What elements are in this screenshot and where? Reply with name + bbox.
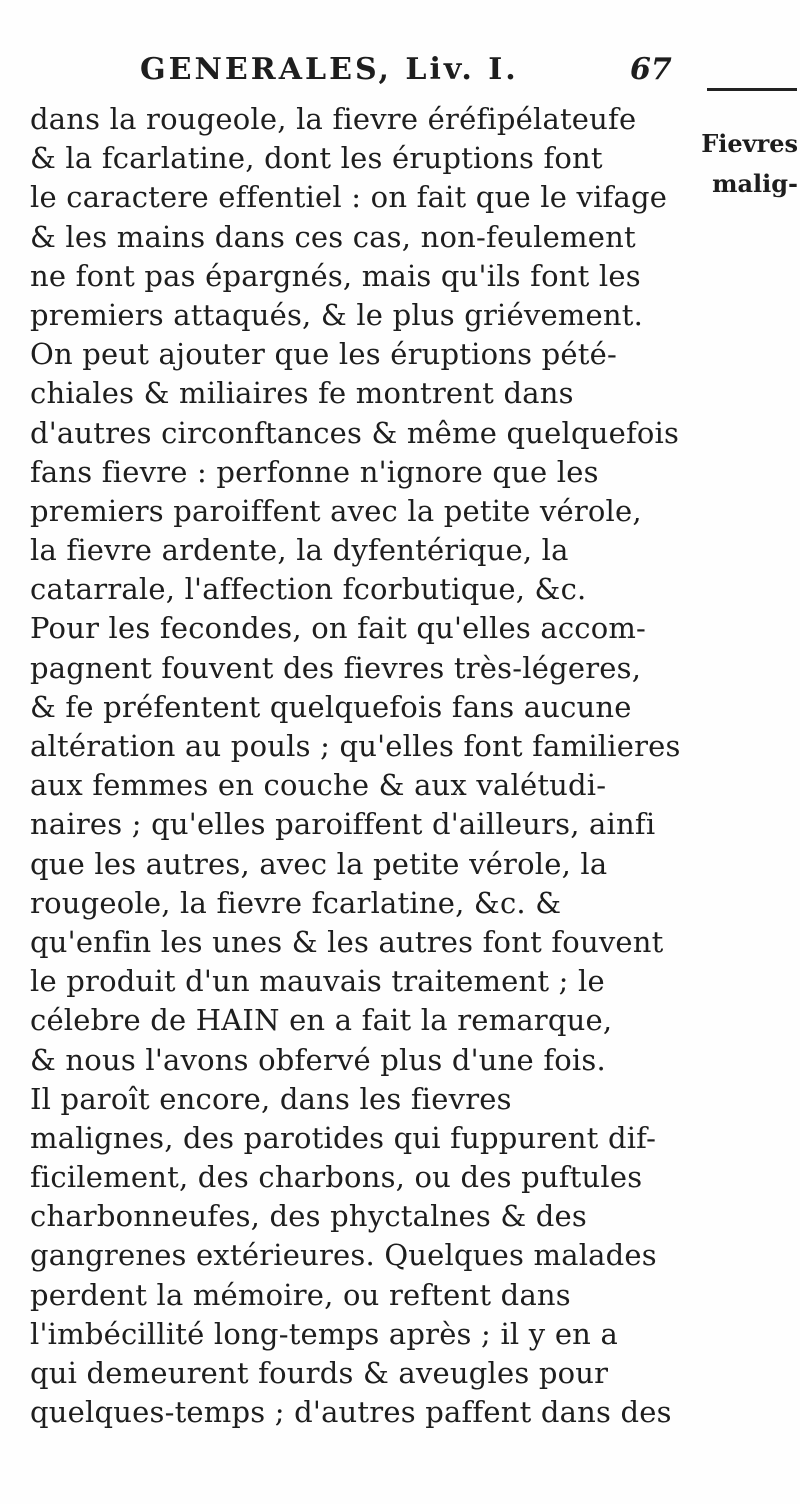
margin-rule (707, 88, 797, 91)
text-line: d'autres circonftances & même quelquefois (30, 415, 680, 450)
text-line: charbonneufes, des phyctalnes & des (30, 1199, 587, 1234)
text-line: fans fievre : perfonne n'ignore que les (30, 454, 599, 489)
text-line: On peut ajouter que les éruptions pété- (30, 337, 617, 372)
text-line: le produit d'un mauvais traitement ; le (30, 964, 605, 999)
running-head: GENERALES, Liv. I. (140, 52, 519, 87)
text-line: qu'enfin les unes & les autres font fouvent (30, 924, 664, 959)
body-text (30, 100, 730, 1432)
text-line: quelques-temps ; d'autres paffent dans des (30, 1395, 672, 1430)
text-line: célebre de HAIN en a fait la remarque, (30, 1003, 613, 1038)
text-line: gangrenes extérieures. Quelques malades (30, 1238, 657, 1273)
text-line: ne font pas épargnés, mais qu'ils font les (30, 258, 641, 293)
text-line: la fievre ardente, la dyfentérique, la (30, 533, 569, 568)
text-line: ficilement, des charbons, ou des puftules (30, 1160, 643, 1195)
text-line: naires ; qu'elles paroiffent d'ailleurs, ainfi (30, 807, 656, 842)
text-line: premiers paroiffent avec la petite vérole, (30, 493, 642, 528)
text-line: Pour les fecondes, on fait qu'elles accom- (30, 611, 647, 646)
text-line: aux femmes en couche & aux valétudi- (30, 768, 607, 803)
text-line: catarrale, l'affection fcorbutique, &c. (30, 572, 587, 607)
text-line: le caractere effentiel : on fait que le vifage (30, 180, 668, 215)
text-line: l'imbécillité long-temps après ; il y en a (30, 1316, 618, 1351)
text-line: qui demeurent fourds & aveugles pour (30, 1356, 609, 1390)
margin-note-malig: malig- (712, 169, 798, 198)
text-line: rougeole, la fievre fcarlatine, &c. & (30, 885, 562, 920)
text-line: chiales & miliaires fe montrent dans (30, 376, 574, 411)
text-line: & la fcarlatine, dont les éruptions font (30, 141, 603, 176)
text-line: & les mains dans ces cas, non-feulement (30, 219, 636, 254)
page-number: 67 (630, 52, 672, 87)
margin-note-fievres: Fievres (701, 129, 798, 158)
text-line: perdent la mémoire, ou reftent dans (30, 1277, 571, 1312)
text-line: premiers attaqués, & le plus griévement. (30, 297, 644, 332)
text-line: Il paroît encore, dans les fievres (30, 1081, 512, 1116)
text-line: dans la rougeole, la fievre éréfipélateufe (30, 102, 637, 136)
text-line: malignes, des parotides qui fuppurent dif- (30, 1120, 657, 1155)
text-line: altération au pouls ; qu'elles font familieres (30, 729, 681, 763)
text-line: pagnent fouvent des fievres très-légeres, (30, 650, 642, 685)
text-line: que les autres, avec la petite vérole, la (30, 846, 608, 881)
page-header (100, 52, 700, 96)
text-line: & nous l'avons obfervé plus d'une fois. (30, 1042, 606, 1077)
text-line: & fe préfentent quelquefois fans aucune (30, 689, 632, 724)
